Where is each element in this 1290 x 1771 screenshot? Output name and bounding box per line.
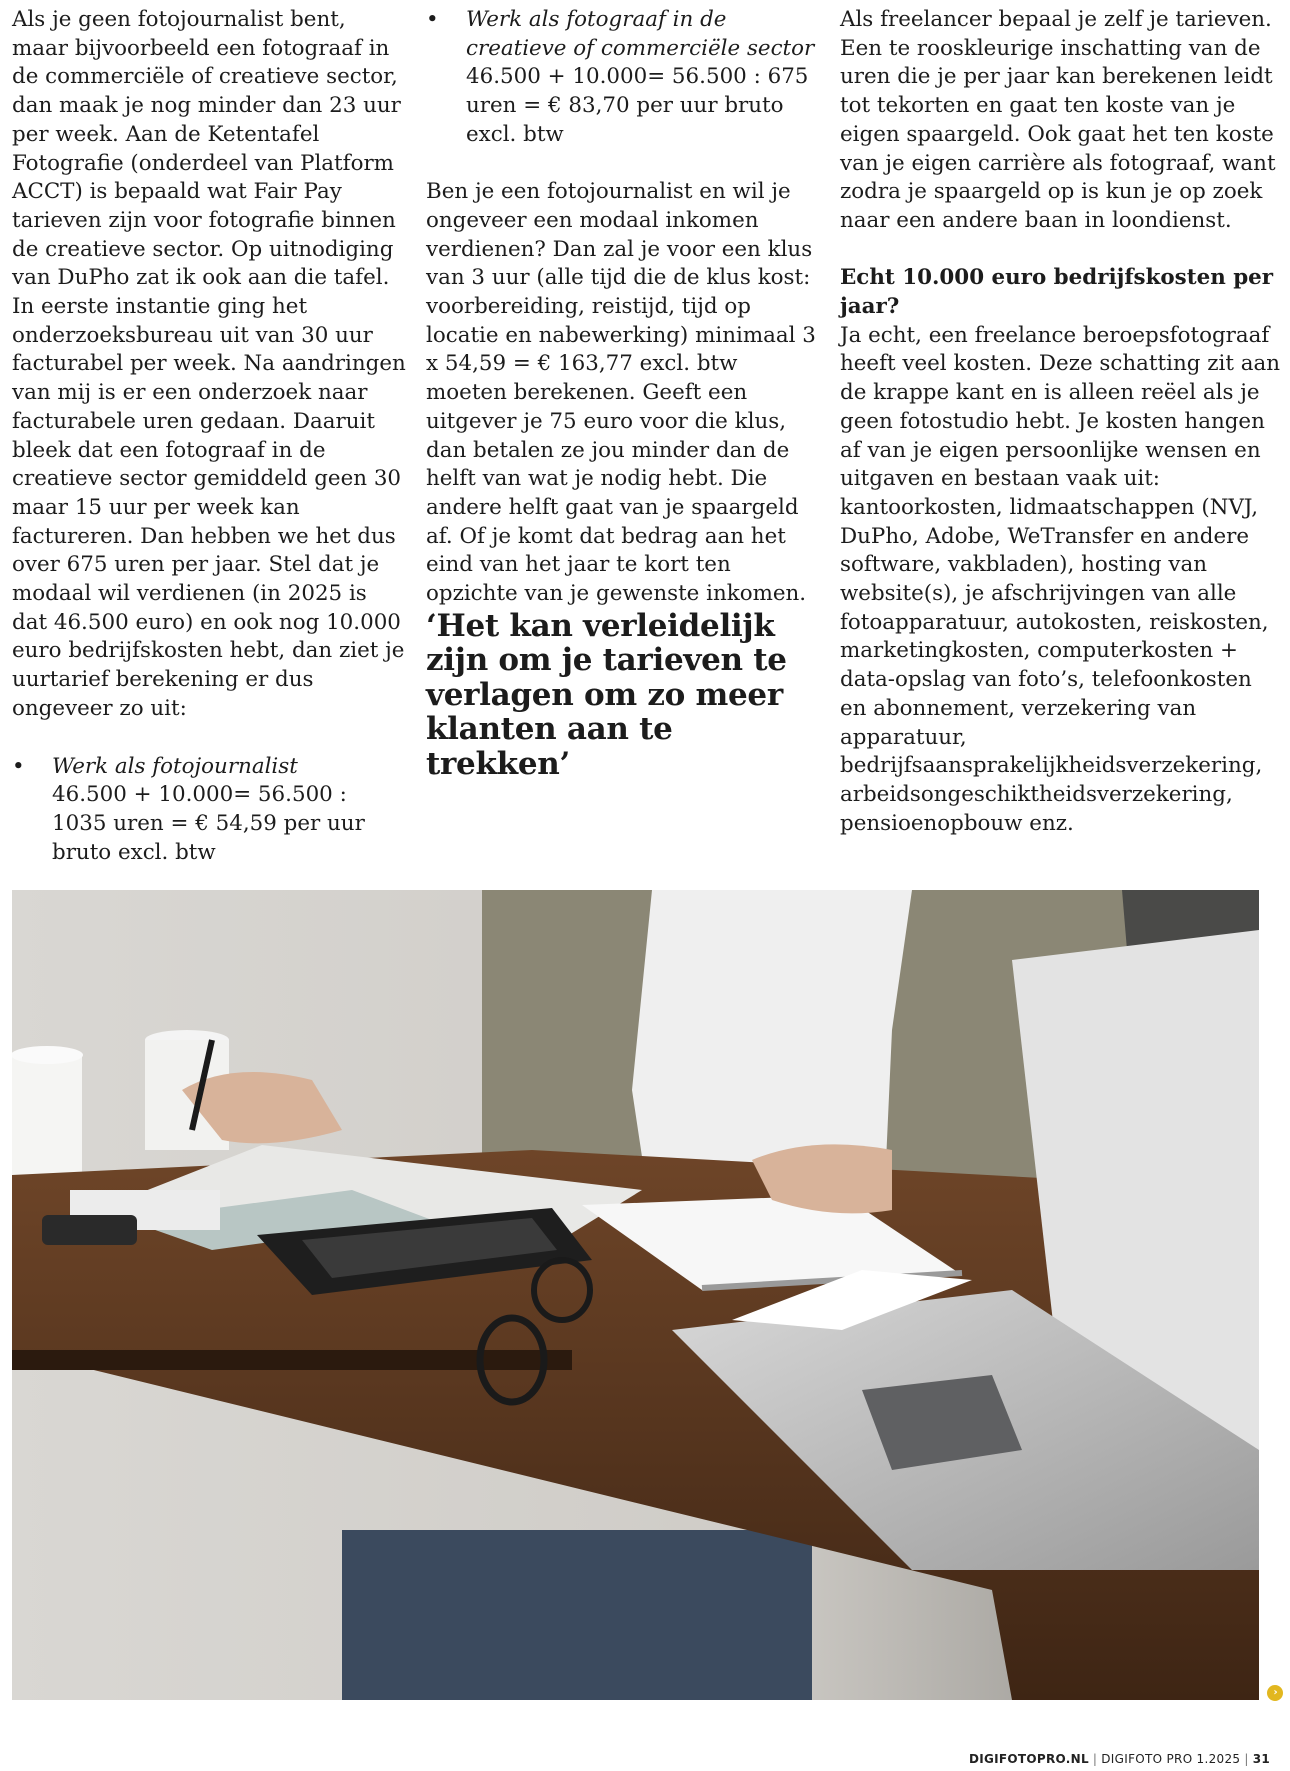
body-paragraph: Ben je een fotojournalist en wil je ongeveer een modaal inkomen verdienen? Dan zal je voor een klus van 3 uur (alle tijd die de klus kost: voorbereiding, reistijd, tijd op locatie en nabewerking) minimaal 3 x 54,59 = € 163,77 excl. btw moeten berekenen. Geeft een uitgever je 75 euro voor die klus, dan betalen ze jou minder dan de helft van wat je nodig hebt. Die andere helft gaat van je spaargeld af. Of je komt dat bedrag aan het eind van het jaar te kort ten opzichte van je gewenste inkomen. <box>426 179 816 607</box>
bullet-marker: • <box>12 753 25 779</box>
page-footer <box>969 1752 1270 1766</box>
bullet-calculation: 46.500 + 10.000= 56.500 : 675 uren = € 83,70 per uur bruto excl. btw <box>466 64 809 147</box>
article-column-2 <box>426 6 816 781</box>
bullet-item-photojournalist <box>12 753 407 868</box>
article-photo <box>12 890 1259 1700</box>
next-page-arrow-icon[interactable] <box>1267 1685 1283 1701</box>
footer-site: DIGIFOTOPRO.NL <box>968 1752 1089 1766</box>
bullet-marker: • <box>426 7 439 32</box>
photo-person-calculator-laptop-icon <box>12 890 1259 1700</box>
body-paragraph: Ja echt, een freelance beroepsfotograaf heeft veel kosten. Deze schatting zit aan de krappe kant en is alleen reëel als je geen fotostudio hebt. Je kosten hangen af van je eigen persoonlijke wensen en uitgaven en bestaan vaak uit: kantoorkosten, lidmaatschappen (NVJ, DuPho, Adobe, WeTransfer en andere software, vakbladen), hosting van website(s), je afschrijvingen van alle fotoapparatuur, autokosten, reiskosten, marketingkosten, computerkosten + data-opslag van foto’s, telefoonkosten en abonnement, verzekering van apparatuur, bedrijfsaansprakelijkheidsverzekering, arbeidsongeschiktheidsverzekering, pensioenopbouw enz. <box>840 322 1281 836</box>
footer-separator-2: | <box>1244 1752 1249 1766</box>
article-column-1 <box>12 6 407 867</box>
body-paragraph: Als je geen fotojournalist bent, maar bijvoorbeeld een fotograaf in de commerciële of creatieve sector, dan maak je nog minder dan 23 uur per week. Aan de Ketentafel Fotografie (onderdeel van Platform ACCT) is bepaald wat Fair Pay tarieven zijn voor fotografie binnen de creatieve sector. Op uitnodiging van DuPho zat ik ook aan die tafel. In eerste instantie ging het onderzoeksbureau uit van 30 uur facturabel per week. Na aandringen van mij is er een onderzoek naar facturabele uren gedaan. Daaruit bleek dat een fotograaf in de creatieve sector gemiddeld geen 30 maar 15 uur per week kan factureren. Dan hebben we het dus over 675 uren per jaar. Stel dat je modaal wil verdienen (in 2025 is dat 46.500 euro) en ook nog 10.000 euro bedrijfskosten hebt, dan ziet je uurtarief berekening er dus ongeveer zo uit: <box>12 7 406 721</box>
page-number: 31 <box>1252 1752 1270 1766</box>
chevron-right-glyph: › <box>1273 1687 1278 1698</box>
footer-separator: | <box>1092 1752 1098 1766</box>
pull-quote: ‘Het kan verleidelijk zijn om je tarieven te verlagen om zo meer klanten aan te trekken’ <box>426 607 787 782</box>
body-paragraph: Als freelancer bepaal je zelf je tarieven. Een te rooskleurige inschatting van de uren die je per jaar kan berekenen leidt tot tekorten en gaat ten koste van je eigen spaargeld. Ook gaat het ten koste van je eigen carrière als fotograaf, want zodra je spaargeld op is kun je op zoek naar een andere baan in loondienst. <box>840 7 1276 233</box>
bullet-item-creative-photographer <box>426 6 816 150</box>
bullet-title: Werk als fotojournalist <box>52 753 298 779</box>
bullet-title: Werk als fotograaf in de creatieve of commerciële sector <box>466 7 815 61</box>
subheading: Echt 10.000 euro bedrijfskosten per jaar? <box>840 265 1274 320</box>
article-column-3 <box>840 6 1280 838</box>
bullet-calculation: 46.500 + 10.000= 56.500 : 1035 uren = € 54,59 per uur bruto excl. btw <box>52 782 365 865</box>
footer-issue: DIGIFOTO PRO 1.2025 <box>1101 1752 1241 1766</box>
